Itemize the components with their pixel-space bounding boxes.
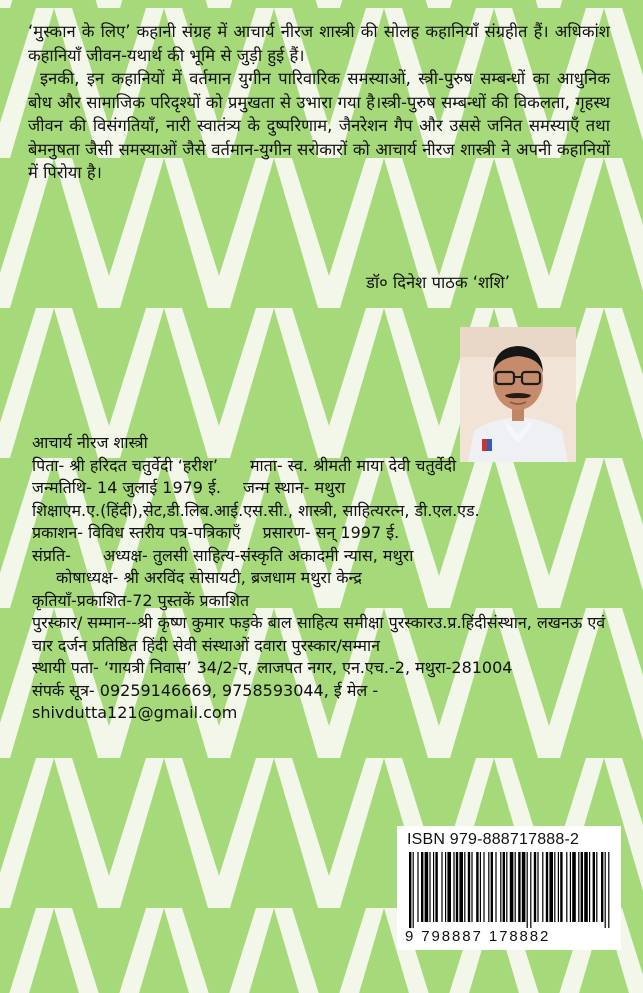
author-email: shivdutta121@gmail.com [32, 703, 238, 722]
author-works: कृतियाँ-प्रकाशित-72 पुस्तकें प्रकाशित [32, 590, 250, 610]
barcode-bar [549, 852, 553, 922]
barcode-bar [554, 852, 555, 922]
barcode-bar [596, 852, 597, 922]
barcode-bar [560, 852, 562, 922]
barcode-bar [453, 852, 454, 922]
author-awards: पुरस्कार/ सम्मान--श्री कृष्ण कुमार फड़के बाल साहित्य समीक्षा पुरस्कारउ.प्र.हिंदीसंस्थान, लखनऊ एवं चार दर्जन प्रतिष्ठित हिंदी सेवी संस्थाओं दवारा पुरस्कार/सम्मान [32, 613, 606, 655]
barcode-bar [534, 852, 536, 922]
blurb-paragraph-2: इनकी, इन कहानियों में वर्तमान युगीन पारिवारिक समस्याओं, स्त्री-पुरुष सम्बन्धों का आधुनिक बोध और सामाजिक परिदृश्यों को प्रमुखता से उभारा गया है।स्त्री-पुरुष सम्बन्धों की विकलता, गृहस्थ जीवन की विसंगतियाँ, नारी स्वातंत्र्य के दुष्परिणाम, जैनरेशन गैप और उससे जनित समस्याएँ तथा बेमनुषता जैसी समस्याओं जैसे वर्तमान-युगीन सरोकारों को आचार्य नीरज शास्त्री ने अपनी कहानियों में पिरोया है। [28, 69, 610, 182]
blurb-signature: डॉ० दिनेश पाठक ‘शशि’ [366, 273, 510, 292]
author-birth-place: जन्म स्थान- मथुरा [243, 478, 346, 497]
barcode-bar [483, 852, 484, 922]
barcode-bar [456, 852, 458, 922]
barcode-bar [566, 852, 567, 922]
barcode-bar [608, 852, 609, 928]
barcode-bar [522, 852, 526, 922]
author-publication: प्रकाशन- विविध स्तरीय पत्र-पत्रिकाएँ [32, 523, 241, 542]
barcode-bar [429, 852, 430, 922]
author-broadcast: प्रसारण- सन् 1997 ई. [262, 523, 400, 542]
author-address: स्थायी पता- ‘गायत्री निवास’ 34/2-ए, लाजपत नगर, एन.एच.-2, मथुरा-281004 [32, 658, 513, 677]
author-name: आचार्य नीरज शास्त्री [32, 433, 148, 452]
barcode-bar [459, 852, 463, 922]
barcode-bar [546, 852, 548, 922]
author-father: पिता- श्री हरिदत चतुर्वेदी ‘हरीश’ [32, 455, 218, 475]
author-current-value: अध्यक्ष- तुलसी साहित्य-संस्कृति अकादमी न्यास, मथुरा [102, 545, 414, 565]
barcode-bar [584, 852, 588, 922]
barcode-bar [435, 852, 437, 922]
barcode-bar [491, 852, 493, 922]
book-blurb [28, 20, 610, 185]
barcode-bar [542, 852, 543, 922]
barcode-bar [425, 852, 429, 922]
barcode-bar [605, 852, 606, 928]
barcode-bar [488, 852, 489, 922]
author-mother: माता- स्व. श्रीमती माया देवी चतुर्वेदी [249, 455, 457, 475]
barcode-bar [527, 852, 528, 928]
blurb-paragraph-1: ‘मुस्कान के लिए’ कहानी संग्रह में आचार्य नीरज शास्त्री की सोलह कहानियाँ संग्रहीत हैं। अधिकांश कहानियाँ जीवन-यथार्थ की भूमि से जुड़ी हुई हैं। [28, 22, 610, 65]
barcode-bar [445, 852, 446, 922]
barcode-bar [589, 852, 590, 922]
isbn-digits: 9 798887 178882 [405, 928, 551, 945]
barcode-bar [471, 852, 472, 922]
barcode-bar [417, 852, 418, 922]
author-birth-date: जन्मतिथि- 14 जुलाई 1979 ई. [32, 478, 222, 497]
author-contact: संपर्क सूत्र- 09259146669, 9758593044, ई मेल - [32, 680, 379, 700]
barcode-bar [572, 852, 576, 922]
barcode-bar [468, 852, 470, 922]
isbn-label: ISBN 979-888717888-2 [407, 831, 580, 848]
barcode-bar [433, 852, 434, 922]
barcode-bar [409, 852, 411, 928]
barcode-bar [578, 852, 579, 922]
barcode-bar [506, 852, 507, 922]
author-treasurer: कोषाध्यक्ष- श्री अरविंद सोसायटी, ब्रजधाम मथुरा केन्द्र [56, 568, 362, 587]
barcode-icon [405, 852, 613, 928]
author-bio [32, 432, 607, 725]
barcode-bar [570, 852, 571, 922]
barcode-bar [581, 852, 583, 922]
barcode-bar [495, 852, 496, 922]
barcode-bar [515, 852, 516, 922]
barcode-bar [480, 852, 481, 922]
barcode-bar [593, 852, 595, 922]
barcode-bar [503, 852, 505, 922]
barcode-bar [510, 852, 514, 922]
barcode-bar [537, 852, 538, 922]
barcode-bar [518, 852, 520, 922]
barcode-bar [464, 852, 465, 922]
barcode-bar [500, 852, 501, 922]
author-current-label: संप्रति- [32, 545, 71, 565]
barcode-bar [441, 852, 442, 922]
barcode-bar [558, 852, 559, 922]
barcode-bar [476, 852, 478, 922]
barcode-bar [530, 852, 531, 928]
barcode-bar [413, 852, 414, 928]
isbn-barcode-block [397, 826, 621, 950]
barcode-bar [601, 852, 603, 922]
barcode-bar [447, 852, 451, 922]
barcode-bar [421, 852, 423, 922]
author-education: शिक्षाएम.ए.(हिंदी),सेट,डी.लिब.आई.एस.सी., शास्त्री, साहित्यरत्न, डी.एल.एड. [32, 500, 480, 520]
